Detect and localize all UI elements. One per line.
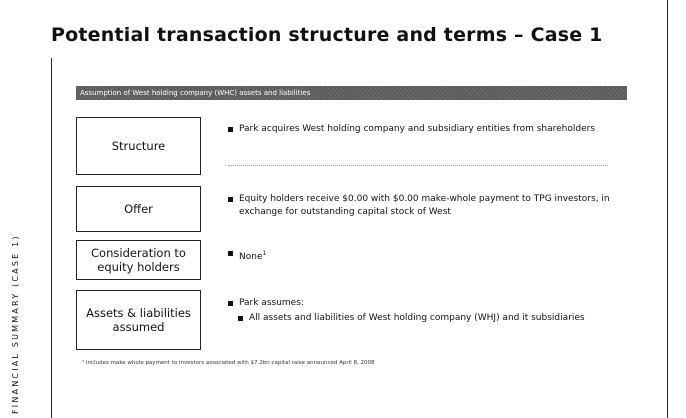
square-bullet-icon xyxy=(228,197,233,202)
page-title: Potential transaction structure and terms – Case 1 xyxy=(51,24,603,46)
row-label: Consideration to equity holders xyxy=(91,246,186,274)
row-label: Structure xyxy=(111,139,166,153)
bullet-text: Equity holders receive $0.00 with $0.00 make-whole payment to TPG investors, in exchange for outstanding capital stock of West xyxy=(239,194,610,217)
row-label: Offer xyxy=(124,202,153,216)
page-edge-rule xyxy=(667,0,668,418)
structure-bullet xyxy=(228,123,608,136)
bullet-text: All assets and liabilities of West holding company (WHJ) and it subsidiaries xyxy=(249,313,585,323)
square-bullet-icon xyxy=(228,251,233,256)
bullet-text: Park acquires West holding company and subsidiary entities from shareholders xyxy=(239,124,596,134)
dotted-separator xyxy=(228,165,608,166)
footnote: ¹ Includes make whole payment to investors associated with $7.2bn capital raise announced April 8, 2008 xyxy=(82,360,375,366)
row-label: Assets & liabilities assumed xyxy=(86,306,191,334)
square-bullet-icon xyxy=(228,301,233,306)
square-bullet-icon xyxy=(228,127,233,132)
side-section-label: FINANCIAL SUMMARY (CASE 1) xyxy=(11,234,20,414)
bullet-text: Park assumes: xyxy=(239,298,304,308)
assets-sub-bullet xyxy=(238,312,618,325)
assets-bullet xyxy=(228,297,528,310)
consideration-bullet xyxy=(228,247,528,264)
offer-label-box xyxy=(76,186,201,232)
assets-liabilities-label-box xyxy=(76,290,201,350)
section-header-bar: Assumption of West holding company (WHC) assets and liabilities xyxy=(76,86,627,100)
consideration-label-box xyxy=(76,240,201,280)
square-bullet-icon xyxy=(238,316,243,321)
offer-bullet xyxy=(228,193,618,219)
structure-label-box xyxy=(76,117,201,175)
bullet-text: None$^1$ xyxy=(239,250,267,262)
left-vertical-rule xyxy=(51,58,52,418)
